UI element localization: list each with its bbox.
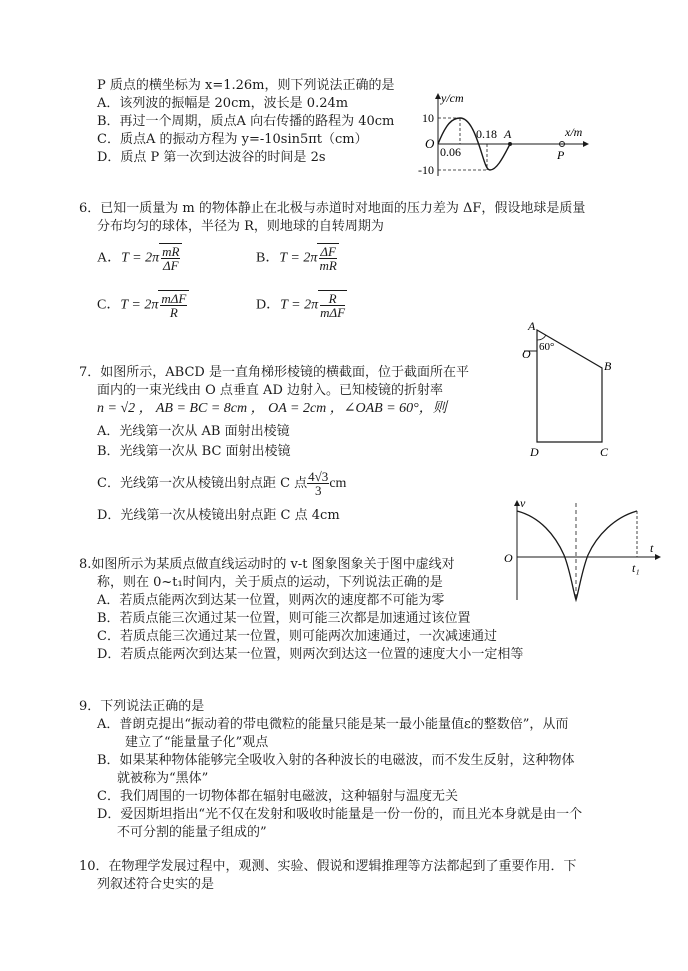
q5-stem: P 质点的横坐标为 x=1.26m，则下列说法正确的是 [97,78,395,93]
q7-stem-line1: 7．如图所示，ABCD 是一直角梯形棱镜的横截面，位于截面所在平 [79,365,469,380]
t1-label: t₁ [632,561,640,575]
q6-option-b: B．T = 2π $\frac{\Delta F}{mR}$ [256,243,339,274]
y-axis-label: y/cm [441,91,464,105]
point-o-label: O [522,347,531,361]
q9-option-a-line1: A．普朗克提出“振动着的带电微粒的能量只能是某一最小能量值ε的整数倍”，从而 [97,717,569,732]
q7-prism-figure [510,318,620,460]
q10-stem-line2: 列叙述符合史实的是 [97,877,215,892]
t-axis-label: t [650,541,654,555]
q5-option-c: C．质点A 的振动方程为 y=-10sin5πt（cm） [97,132,368,147]
q9-option-d-line2: 不可分割的能量子组成的” [117,825,267,840]
q8-stem-line1: 8.如图所示为某质点做直线运动时的 v-t 图象图象关于图中虚线对 [79,557,455,572]
q8-stem-line2: 称，则在 0~t₁时间内，关于质点的运动，下列说法正确的是 [97,575,443,590]
q7-option-d: D．光线第一次从棱镜出射点距 C 点 4cm [97,508,340,523]
q9-option-b-line2: 就被称为“黑体” [117,771,209,786]
angle-arc [537,335,546,340]
point-a-dot [508,142,512,146]
vertex-a-label: A [528,319,536,333]
tick-018-label: 0.18 [476,127,497,141]
q6-option-c: C．T = 2π $\frac{\text{mΔF}}{R}$ [97,290,189,321]
q5-option-a: A．该列波的振幅是 20cm，波长是 0.24m [97,96,349,111]
tick-006-label: 0.06 [440,145,461,159]
q7-stem-line3: n = √2 ， AB = BC = 8cm ， OA = 2cm ，∠OAB = 60°，则 [97,401,447,416]
amplitude-neg-label: -10 [418,163,434,177]
v-axis-label: v [520,496,526,510]
q7-option-c: C．光线第一次从棱镜出射点距 C 点 $\frac{4√3}{3}$ cm [97,469,347,498]
q8-vt-graph [500,495,668,605]
angle-label: 60° [539,341,555,353]
q6-stem-line2: 分布均匀的球体，半径为 R，则地球的自转周期为 [97,219,384,234]
q8-option-a: A．若质点能两次到达某一位置，则两次的速度都不可能为零 [97,593,445,608]
origin-label: O [504,551,513,565]
vertex-b-label: B [604,359,612,373]
vertex-c-label: C [600,445,609,459]
q5-option-b: B．再过一个周期，质点A 向右传播的路程为 40cm [97,114,395,129]
q7-stem-line2: 面内的一束光线由 O 点垂直 AD 边射入。已知棱镜的折射率 [97,383,443,398]
q8-option-c: C．若质点能三次通过某一位置，则可能两次加速通过，一次减速通过 [97,629,497,644]
point-p-label: P [557,148,565,162]
q9-option-d-line1: D．爱因斯坦指出“光不仅在发射和吸收时能量是一份一份的，而且光本身就是由一个 [97,807,583,822]
q8-option-b: B．若质点能三次通过某一位置，则可能三次都是加速通过该位置 [97,611,471,626]
point-a-label: A [504,127,512,141]
q9-stem: 9．下列说法正确的是 [79,699,205,714]
origin-label: O [425,136,435,151]
vertex-d-label: D [530,445,539,459]
q9-option-a-line2: 建立了“能量量子化”观点 [125,735,269,750]
q7-option-a: A．光线第一次从 AB 面射出棱镜 [97,424,290,439]
q10-stem-line1: 10．在物理学发展过程中，观测、实验、假说和逻辑推理等方法都起到了重要作用．下 [79,859,577,874]
q9-option-b-line1: B．如果某种物体能够完全吸收入射的各种波长的电磁波，而不发生反射，这种物体 [97,753,575,768]
q6-stem-line1: 6．已知一质量为 m 的物体静止在北极与赤道时对地面的压力差为 ΔF，假设地球是质量 [79,201,586,216]
q7-option-b: B．光线第一次从 BC 面射出棱镜 [97,444,291,459]
amplitude-pos-label: 10 [422,111,434,125]
q9-option-c: C．我们周围的一切物体都在辐射电磁波，这种辐射与温度无关 [97,789,458,804]
q5-option-d: D．质点 P 第一次到达波谷的时间是 2s [97,150,326,165]
velocity-curve [517,511,637,600]
q5-wave-graph [410,88,595,183]
q6-option-a: A．T = 2π $\frac{mR}{\Delta F}$ [97,243,182,274]
q8-option-d: D．若质点能两次到达某一位置，则两次到达这一位置的速度大小一定相等 [97,647,524,662]
q6-option-d: D．T = 2π $\frac{R}{\text{mΔF}}$ [256,291,346,321]
x-axis-label: x/m [565,125,583,139]
